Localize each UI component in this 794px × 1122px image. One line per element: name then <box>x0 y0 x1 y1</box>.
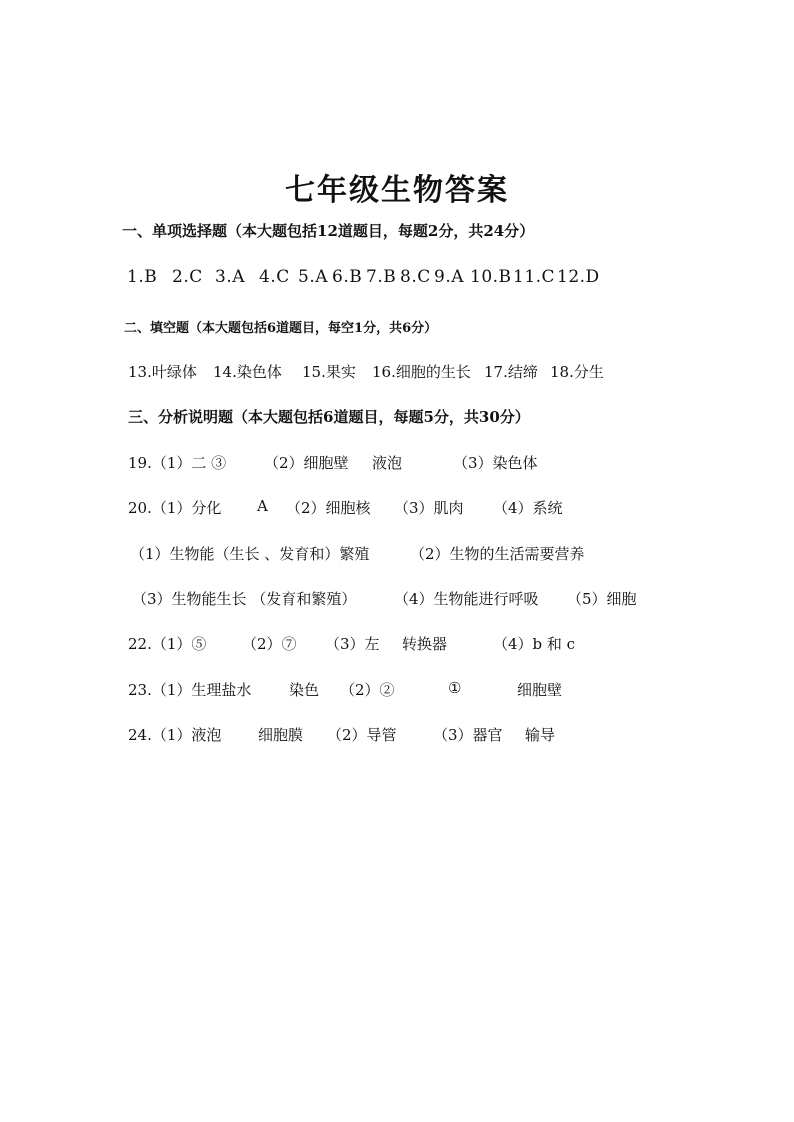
answer-part: 22.（1）⑤ <box>128 635 207 653</box>
answer-item: 14.染色体 <box>213 363 282 381</box>
section-heading-analysis: 三、分析说明题（本大题包括6道题目，每题5分，共30分） <box>128 408 530 426</box>
answer-part: 细胞膜 <box>258 726 304 744</box>
answer-part: （2）细胞壁 <box>264 454 349 472</box>
answer-item: 4.C <box>259 267 290 287</box>
answer-item: 1.B <box>127 267 158 287</box>
answer-part: （3）左 <box>325 635 380 653</box>
answer-item: 7.B <box>366 267 397 287</box>
fill-blank-answers <box>0 361 794 381</box>
answer-part: （1）生物能（生长 、发育和）繁殖 <box>130 545 370 563</box>
answer-part: （4）系统 <box>493 499 563 517</box>
answer-part: （4）b 和 c <box>493 635 576 653</box>
answer-part: （2）细胞核 <box>286 499 371 517</box>
answer-item: 9.A <box>434 267 464 287</box>
answer-part: 输导 <box>525 726 556 744</box>
answer-row-24 <box>0 724 794 744</box>
answer-row-20 <box>0 497 794 517</box>
answer-item: 13.叶绿体 <box>128 363 197 381</box>
answer-row-21-line-2 <box>0 588 794 608</box>
answer-item: 8.C <box>400 267 431 287</box>
answer-item: 18.分生 <box>550 363 604 381</box>
answer-part: （2）⑦ <box>242 635 297 653</box>
section-heading-single-choice: 一、单项选择题（本大题包括12道题目，每题2分，共24分） <box>122 222 535 240</box>
answer-item: 17.结缔 <box>484 363 538 381</box>
answer-part: （3）肌肉 <box>394 499 464 517</box>
section-heading-fill-blank: 二、填空题（本大题包括6道题目，每空1分，共6分） <box>124 321 438 336</box>
answer-item: 11.C <box>513 267 556 287</box>
answer-part: （3）器官 <box>433 726 503 744</box>
answer-item: 15.果实 <box>302 363 356 381</box>
answer-part: 19.（1）二 ③ <box>128 454 227 472</box>
answer-part: （2）生物的生活需要营养 <box>410 545 585 563</box>
answer-part: 染色 <box>289 681 320 699</box>
answer-item: 2.C <box>172 267 203 287</box>
answer-part: A <box>257 497 268 515</box>
answer-part: （4）生物能进行呼吸 <box>394 590 539 608</box>
answer-item: 16.细胞的生长 <box>372 363 471 381</box>
answer-part: 液泡 <box>372 454 403 472</box>
answer-row-19 <box>0 452 794 472</box>
answer-item: 12.D <box>557 267 600 287</box>
answer-item: 10.B <box>470 267 512 287</box>
answer-item: 6.B <box>332 267 363 287</box>
answer-part: 细胞壁 <box>517 681 563 699</box>
answer-part: 20.（1）分化 <box>128 499 222 517</box>
answer-part: （5）细胞 <box>567 590 637 608</box>
answer-item: 5.A <box>298 267 328 287</box>
answer-part: （3）生物能生长 （发育和繁殖） <box>132 590 357 608</box>
answer-part: （2）② <box>340 681 395 699</box>
answer-part: 24.（1）液泡 <box>128 726 222 744</box>
document-title: 七年级生物答案 <box>285 173 509 208</box>
answer-part: 转换器 <box>402 635 448 653</box>
single-choice-answers <box>0 267 794 289</box>
answer-row-23 <box>0 679 794 699</box>
answer-part: ① <box>448 679 462 697</box>
answer-part: （3）染色体 <box>453 454 538 472</box>
answer-row-21-line-1 <box>0 543 794 563</box>
answer-part: （2）导管 <box>327 726 397 744</box>
answer-item: 3.A <box>215 267 245 287</box>
answer-part: 23.（1）生理盐水 <box>128 681 252 699</box>
answer-row-22 <box>0 633 794 653</box>
